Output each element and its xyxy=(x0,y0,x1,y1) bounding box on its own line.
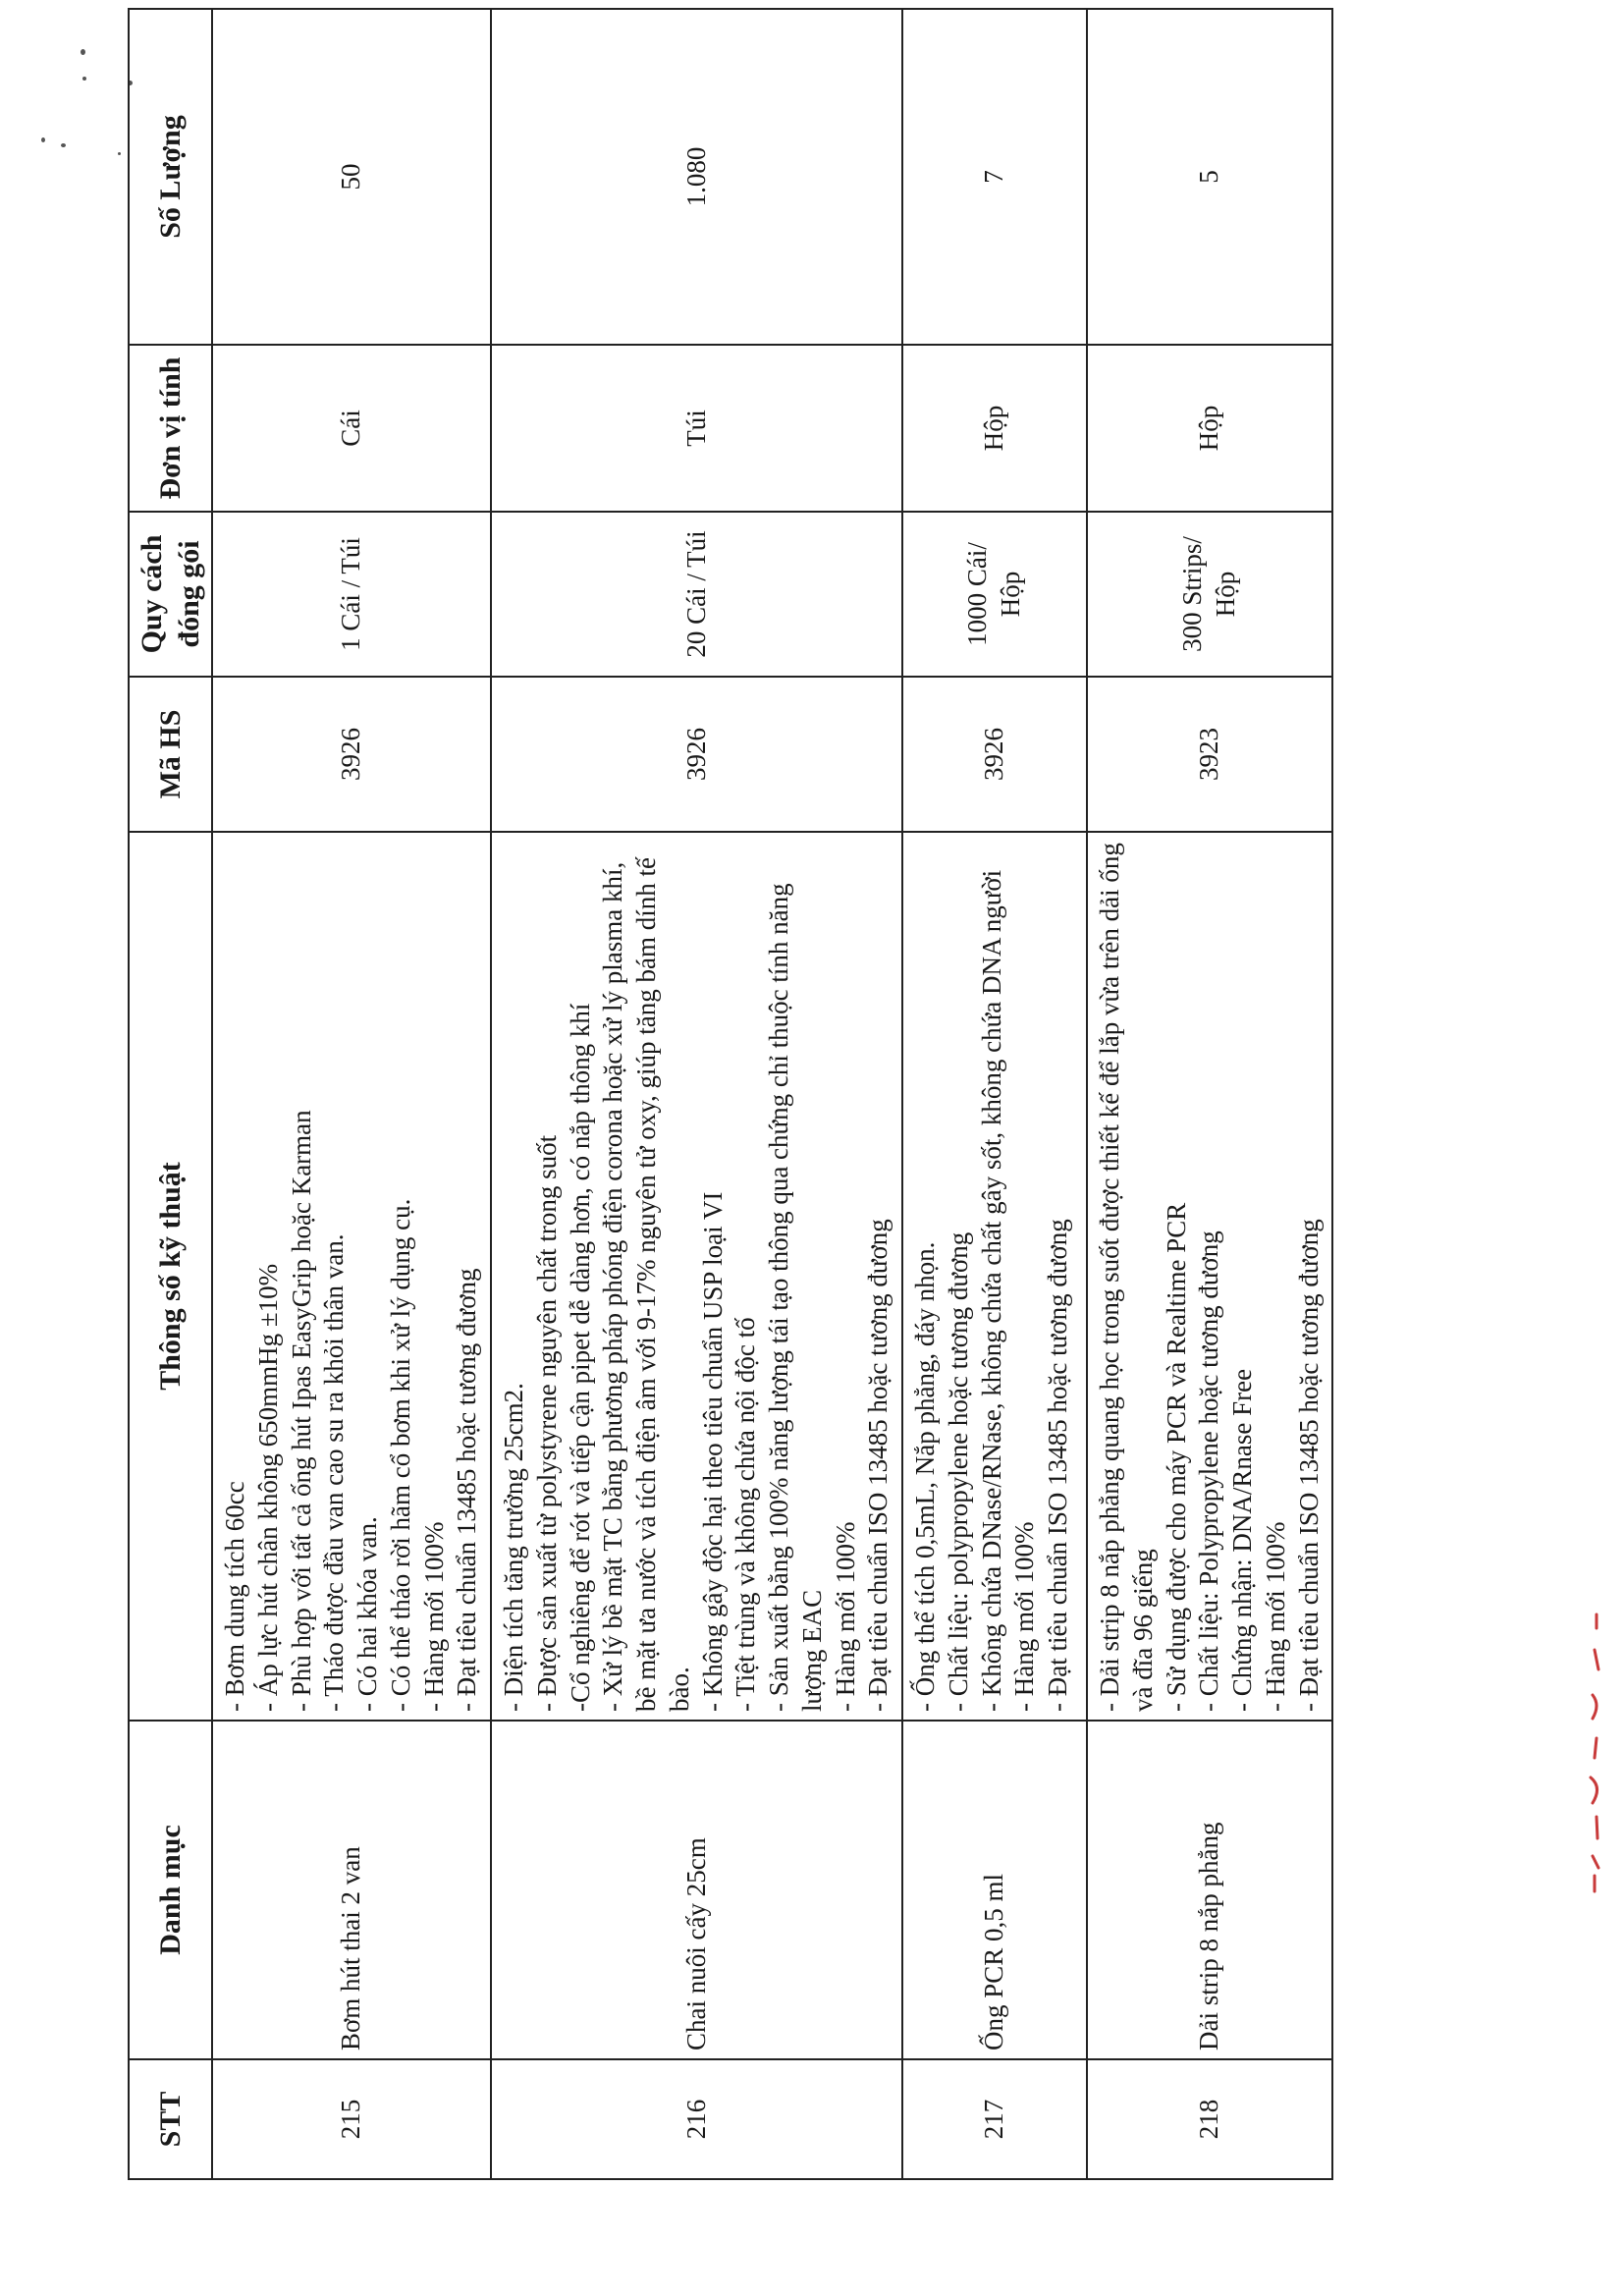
spec-line: - Chất liệu: polypropylene hoặc tương đương xyxy=(943,1231,973,1712)
cell-danh-muc: Bơm hút thai 2 van xyxy=(212,1721,491,2059)
cell-stt: 216 xyxy=(491,2059,902,2179)
scan-speck xyxy=(61,143,66,147)
cell-stt: 217 xyxy=(902,2059,1087,2179)
spec-line: - Bơm dung tích 60cc xyxy=(220,1481,249,1712)
header-danh-muc: Danh mục xyxy=(129,1721,212,2059)
header-quy-cach: Quy cách đóng gói xyxy=(129,512,212,677)
spec-line: - Dải strip 8 nắp phẳng quang học trong suốt được thiết kế để lắp vừa trên dải ống và đĩa 96 giếng xyxy=(1095,843,1158,1712)
spec-line: - Ống thể tích 0,5mL, Nắp phẳng, đáy nhọn. xyxy=(910,1241,940,1712)
table-row xyxy=(212,9,491,2179)
cell-so-luong: 50 xyxy=(212,9,491,345)
spec-line: - Hàng mới 100% xyxy=(418,1521,449,1712)
spec-line: - Hàng mới 100% xyxy=(1009,1521,1040,1712)
cell-thong-so xyxy=(212,832,491,1721)
scan-speck xyxy=(81,49,85,55)
spec-line: - Đạt tiêu chuẩn ISO 13485 hoặc tương đương xyxy=(1043,1219,1072,1712)
spec-line: - Chất liệu: Polypropylene hoặc tương đương xyxy=(1194,1230,1224,1712)
cell-quy-cach: 20 Cái / Túi xyxy=(491,512,902,677)
cell-so-luong: 1.080 xyxy=(491,9,902,345)
cell-danh-muc: Dải strip 8 nắp phẳng xyxy=(1087,1721,1332,2059)
scan-speck xyxy=(82,77,86,81)
table-header-row xyxy=(129,9,212,2179)
spec-line: - Chứng nhận: DNA/Rnase Free xyxy=(1227,1368,1257,1712)
cell-so-luong: 7 xyxy=(902,9,1087,345)
spec-line: - Hàng mới 100% xyxy=(830,1521,860,1712)
spec-line: - Hàng mới 100% xyxy=(1260,1521,1290,1712)
cell-don-vi: Hộp xyxy=(902,345,1087,512)
cell-thong-so xyxy=(491,832,902,1721)
scan-speck xyxy=(41,137,45,142)
cell-quy-cach: 300 Strips/ Hộp xyxy=(1087,512,1332,677)
red-mark-icon xyxy=(1583,1611,1610,1895)
cell-stt: 215 xyxy=(212,2059,491,2179)
header-don-vi: Đơn vị tính xyxy=(129,345,212,512)
spec-line: - Phù hợp với tất cả ống hút Ipas EasyGrip hoặc Karman xyxy=(286,1110,316,1712)
cell-stt: 218 xyxy=(1087,2059,1332,2179)
cell-ma-hs: 3926 xyxy=(902,677,1087,832)
cell-ma-hs: 3926 xyxy=(491,677,902,832)
spec-line: - Được sản xuất từ polystyrene nguyên chất trong suốt xyxy=(531,1134,562,1712)
spec-line: - Đạt tiêu chuẩn ISO 13485 hoặc tương đương xyxy=(863,1219,893,1712)
red-handwritten-mark xyxy=(1583,1611,1610,1895)
cell-ma-hs: 3926 xyxy=(212,677,491,832)
header-so-luong: Số Lượng xyxy=(129,9,212,345)
cell-thong-so xyxy=(902,832,1087,1721)
cell-ma-hs: 3923 xyxy=(1087,677,1332,832)
header-stt: STT xyxy=(129,2059,212,2179)
spec-line: - Đạt tiêu chuẩn 13485 hoặc tương đương xyxy=(452,1268,482,1712)
spec-line: - Tiệt trùng và không chứa nội độc tố xyxy=(731,1317,761,1712)
cell-thong-so xyxy=(1087,832,1332,1721)
header-thong-so: Thông số kỹ thuật xyxy=(129,832,212,1721)
spec-line: - Không chứa DNase/RNase, không chứa chất gây sốt, không chứa DNA người xyxy=(976,869,1006,1712)
cell-quy-cach: 1000 Cái/ Hộp xyxy=(902,512,1087,677)
spec-line: - Đạt tiêu chuẩn ISO 13485 hoặc tương đương xyxy=(1293,1219,1324,1712)
spec-line: - Sử dụng được cho máy PCR và Realtime PCR xyxy=(1161,1202,1191,1712)
cell-danh-muc: Chai nuôi cấy 25cm xyxy=(491,1721,902,2059)
spec-line: - Xử lý bề mặt TC bằng phương pháp phóng điện corona hoặc xử lý plasma khí, bề mặt ưa nước và tích điện âm với 9-17% nguyên tử oxy, giúp tăng bám dính tế bào. xyxy=(598,856,694,1712)
cell-so-luong: 5 xyxy=(1087,9,1332,345)
cell-danh-muc: Ống PCR 0,5 ml xyxy=(902,1721,1087,2059)
table-row xyxy=(902,9,1087,2179)
header-ma-hs: Mã HS xyxy=(129,677,212,832)
rotated-table-page xyxy=(128,10,1324,2180)
spec-line: - Có thể tháo rời hãm cổ bơm khi xử lý dụng cụ. xyxy=(385,1198,415,1712)
spec-line: - Diện tích tăng trưởng 25cm2. xyxy=(499,1383,528,1712)
cell-don-vi: Cái xyxy=(212,345,491,512)
cell-don-vi: Túi xyxy=(491,345,902,512)
spec-line: - Có hai khóa van. xyxy=(352,1516,382,1712)
spec-line: - Áp lực hút chân không 650mmHg ±10% xyxy=(252,1263,283,1712)
product-spec-table xyxy=(128,8,1333,2180)
table-row xyxy=(491,9,902,2179)
cell-don-vi: Hộp xyxy=(1087,345,1332,512)
spec-line: - Tháo được đầu van cao su ra khỏi thân van. xyxy=(319,1233,350,1712)
spec-line: -Cổ nghiêng để rót và tiếp cận pipet dễ dàng hơn, có nắp thông khí xyxy=(565,1003,595,1712)
scan-speck xyxy=(118,152,121,155)
spec-line: - Không gây độc hại theo tiêu chuẩn USP loại VI xyxy=(697,1191,728,1712)
cell-quy-cach: 1 Cái / Túi xyxy=(212,512,491,677)
spec-line: - Sản xuất bằng 100% năng lượng tái tạo thông qua chứng chỉ thuộc tính năng lượng EAC xyxy=(764,883,827,1712)
table-row xyxy=(1087,9,1332,2179)
